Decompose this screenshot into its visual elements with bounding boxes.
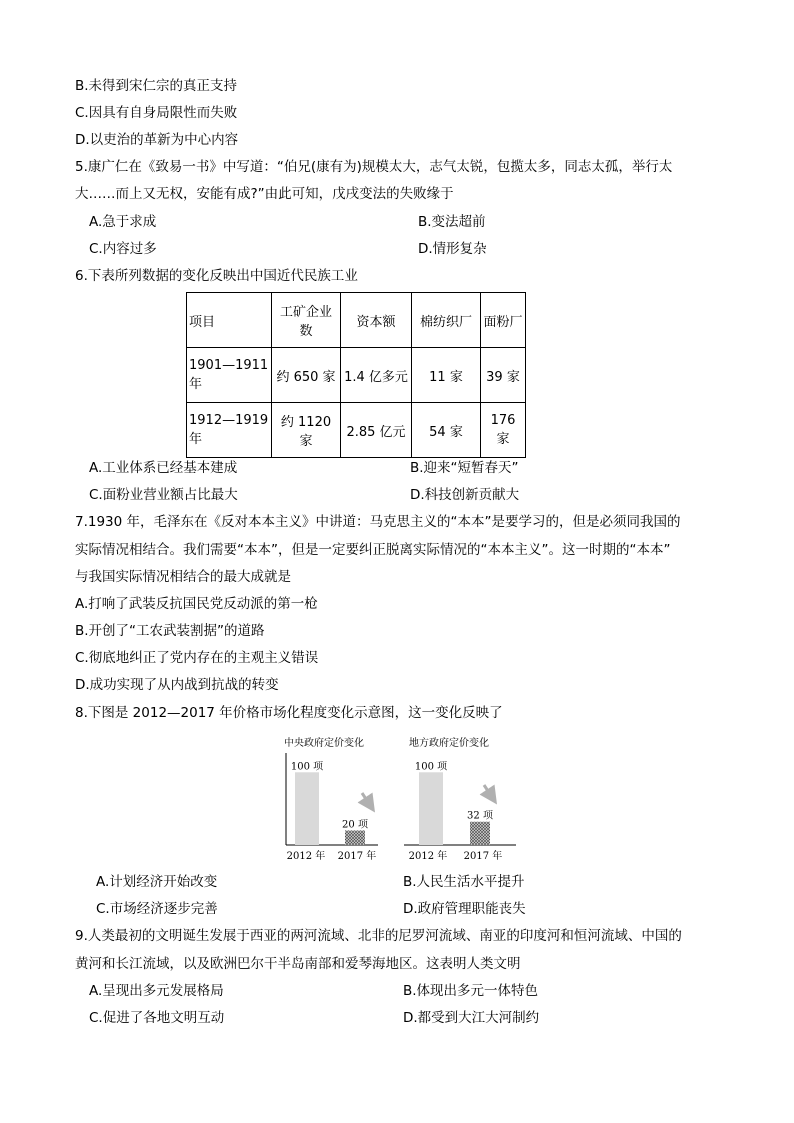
x-tick-label: 2017 年 [463,851,503,862]
q8-option-d: D.政府管理职能丧失 [403,901,526,917]
table-cell: 1.4 亿多元 [341,348,412,403]
table-cell: 176 家 [481,403,526,458]
q9-stem-line1: 9.人类最初的文明诞生发展于西亚的两河流域、北非的尼罗河流域、南亚的印度河和恒河流域、中国的 [75,928,682,944]
table-cell: 约 650 家 [272,348,341,403]
q7-stem-line2: 实际情况相结合。我们需要“本本”，但是一定要纠正脱离实际情况的“本本主义”。这一时期的“本本” [75,542,671,558]
decrease-arrow-icon [362,793,370,805]
q9-option-c: C.促进了各地文明互动 [89,1010,225,1026]
table-header-cell: 资本额 [341,293,412,348]
bar-label-2012-local: 100 项 [414,761,448,773]
chart-panel-central [284,736,390,862]
q8-option-c: C.市场经济逐步完善 [96,901,218,917]
bar-2017-central [345,830,365,845]
q7-option-b: B.开创了“工农武装割据”的道路 [75,623,265,639]
table-header-cell: 棉纺织厂 [412,293,481,348]
table-cell: 1912—1919年 [187,403,272,458]
q4-option-c: C.因具有自身局限性而失败 [75,105,238,121]
bar-label-2017-local: 32 项 [467,810,493,822]
q7-option-d: D.成功实现了从内战到抗战的转变 [75,677,279,693]
table-header-row [187,293,526,348]
x-tick-label: 2017 年 [337,851,377,862]
q5-option-d: D.情形复杂 [418,241,487,257]
decrease-arrow-icon [484,785,492,797]
q7-option-c: C.彻底地纠正了党内存在的主观主义错误 [75,650,319,666]
bar-2012-local [419,772,443,845]
table-cell: 1901—1911年 [187,348,272,403]
q5-option-c: C.内容过多 [89,241,157,257]
panel-title: 地方政府定价变化 [409,738,489,749]
table-row [187,348,526,403]
q8-stem: 8.下图是 2012—2017 年价格市场化程度变化示意图，这一变化反映了 [75,705,503,721]
table-cell: 39 家 [481,348,526,403]
q6-option-a: A.工业体系已经基本建成 [89,460,238,476]
q7-option-a: A.打响了武装反抗国民党反动派的第一枪 [75,596,318,612]
q4-option-d: D.以吏治的革新为中心内容 [75,132,239,148]
q4-option-b: B.未得到宋仁宗的真正支持 [75,78,238,94]
price-market-chart [278,733,528,863]
q7-stem-line3: 与我国实际情况相结合的最大成就是 [75,569,291,585]
q5-option-a: A.急于求成 [89,214,157,230]
table-cell: 2.85 亿元 [341,403,412,458]
table-header-cell: 工矿企业数 [272,293,341,348]
q5-stem-line1: 5.康广仁在《致易一书》中写道：“伯兄(康有为)规模太大，志气太锐，包揽太多，同志太孤，举行太 [75,159,673,175]
table-cell: 54 家 [412,403,481,458]
q6-option-d: D.科技创新贡献大 [410,487,520,503]
q9-option-a: A.呈现出多元发展格局 [89,983,224,999]
q6-option-c: C.面粉业营业额占比最大 [89,487,238,503]
q6-stem: 6.下表所列数据的变化反映出中国近代民族工业 [75,268,358,284]
q7-stem-line1: 7.1930 年，毛泽东在《反对本本主义》中讲道：马克思主义的“本本”是要学习的，但是必须同我国的 [75,514,681,530]
table-header-cell: 面粉厂 [481,293,526,348]
industry-table [186,292,526,458]
q9-option-d: D.都受到大江大河制约 [403,1010,540,1026]
table-cell: 11 家 [412,348,481,403]
q9-stem-line2: 黄河和长江流域，以及欧洲巴尔干半岛南部和爱琴海地区。这表明人类文明 [75,956,521,972]
panel-title: 中央政府定价变化 [284,738,364,749]
q8-option-b: B.人民生活水平提升 [403,874,525,890]
q5-option-b: B.变法超前 [418,214,486,230]
table-cell: 约 1120 家 [272,403,341,458]
q6-option-b: B.迎来“短暂春天” [410,460,519,476]
chart-panel-local [404,736,516,862]
q8-option-a: A.计划经济开始改变 [96,874,218,890]
table-row [187,403,526,458]
bar-label-2012-central: 100 项 [290,761,324,773]
q5-stem-line2: 大……而上又无权，安能有成?”由此可知，戊戌变法的失败缘于 [75,186,454,202]
q9-option-b: B.体现出多元一体特色 [403,983,539,999]
x-tick-label: 2012 年 [408,851,448,862]
bar-2017-local [470,822,490,845]
bar-2012-central [295,772,319,845]
x-tick-label: 2012 年 [286,851,326,862]
table-header-cell: 项目 [187,293,272,348]
bar-label-2017-central: 20 项 [342,819,368,831]
